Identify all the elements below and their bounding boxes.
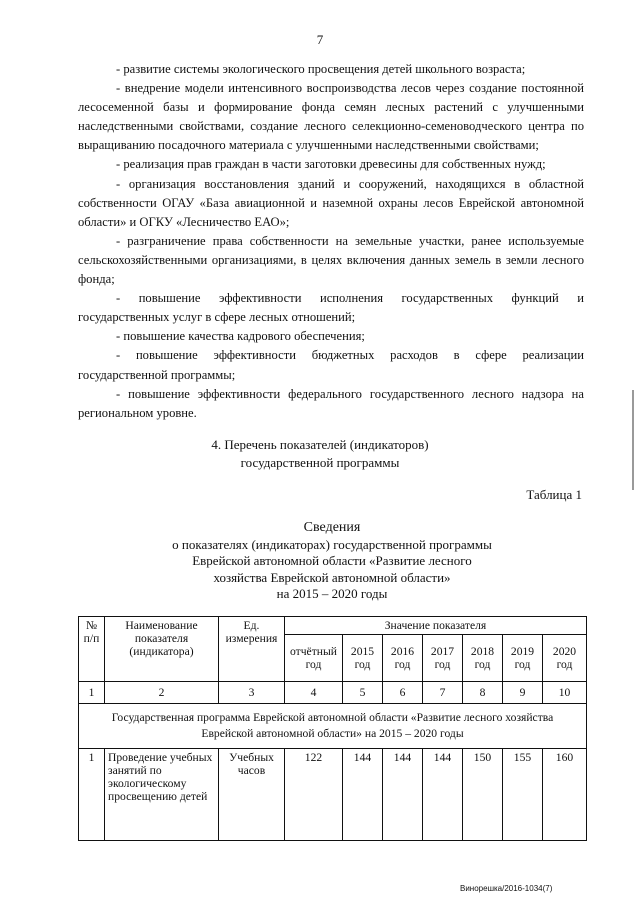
info-title-line-1: о показателях (индикаторах) государственной программы	[172, 536, 492, 552]
column-number: 6	[383, 682, 423, 704]
row-value-cell: 122	[285, 749, 343, 841]
info-title	[80, 520, 584, 603]
row-name-cell: Проведение учебных занятий по экологическому просвещению детей	[105, 749, 219, 841]
column-number: 5	[343, 682, 383, 704]
header-year: 2016 год	[383, 635, 423, 682]
info-title-line-3: хозяйства Еврейской автономной области»	[213, 569, 451, 585]
info-title-main: Сведения	[303, 520, 361, 535]
row-value-cell: 144	[343, 749, 383, 841]
column-numbers-row	[79, 682, 587, 704]
info-title-line-2: Еврейской автономной области «Развитие лесного	[192, 553, 472, 568]
column-number: 10	[543, 682, 587, 704]
paragraph-4: - организация восстановления зданий и сооружений, находящихся в областной собственности ОГАУ «База авиационной и наземной охраны лесов Еврейской автономной области» и ОГКУ «Лесничество ЕАО»;	[78, 176, 584, 229]
row-value-cell: 155	[503, 749, 543, 841]
scan-edge-mark	[632, 390, 634, 490]
column-number: 2	[105, 682, 219, 704]
column-number: 1	[79, 682, 105, 704]
program-title-cell: Государственная программа Еврейской автономной области «Развитие лесного хозяйства Еврейской автономной области» на 2015 – 2020 годы	[79, 704, 587, 749]
table-row	[79, 749, 587, 841]
header-year: 2019 год	[503, 635, 543, 682]
column-number: 9	[503, 682, 543, 704]
row-value-cell: 144	[383, 749, 423, 841]
section-heading-line-2: государственной программы	[240, 455, 400, 470]
row-num-cell: 1	[79, 749, 105, 841]
header-year: 2017 год	[423, 635, 463, 682]
indicators-table	[78, 616, 587, 841]
header-year: 2020 год	[543, 635, 587, 682]
header-year: отчётный год	[285, 635, 343, 682]
doc-reference: Винорешка/2016-1034(7)	[460, 884, 553, 893]
column-number: 3	[219, 682, 285, 704]
paragraph-7: - повышение качества кадрового обеспечения;	[116, 329, 365, 344]
column-number: 7	[423, 682, 463, 704]
column-number: 8	[463, 682, 503, 704]
row-value-cell: 150	[463, 749, 503, 841]
paragraph-1: - развитие системы экологического просвещения детей школьного возраста;	[116, 62, 526, 76]
header-name: Наименование показателя (индикатора)	[105, 617, 219, 682]
header-unit: Ед. измерения	[219, 617, 285, 682]
paragraph-6: - повышение эффективности исполнения государственных функций и государственных услуг в сфере лесных отношений;	[78, 291, 584, 325]
table-caption: Таблица 1	[526, 487, 582, 502]
header-year: 2015 год	[343, 635, 383, 682]
info-title-line-4: на 2015 – 2020 годы	[276, 586, 388, 601]
paragraph-8: - повышение эффективности бюджетных расходов в сфере реализации государственной программы;	[78, 348, 584, 382]
paragraph-3: - реализация прав граждан в части заготовки древесины для собственных нужд;	[116, 157, 546, 172]
row-value-cell: 160	[543, 749, 587, 841]
page-number: 7	[316, 32, 324, 47]
row-value-cell: 144	[423, 749, 463, 841]
program-row	[79, 704, 587, 749]
table-header-row	[79, 617, 587, 635]
section-heading-line-1: 4. Перечень показателей (индикаторов)	[211, 437, 429, 452]
paragraph-2: - внедрение модели интенсивного воспроизводства лесов через создание постоянной лесосеменной базы и формирование фонда семян лесных растений с улучшенными наследственными свойствами, создание лесного селекционно-семеноводческого центра по выращиванию посадочного материала с улучшенными наследственными свойствами;	[78, 81, 584, 153]
paragraph-9: - повышение эффективности федерального государственного лесного надзора на региональном уровне.	[78, 386, 584, 420]
header-num: № п/п	[79, 617, 105, 682]
header-value-group: Значение показателя	[285, 617, 587, 635]
body-text	[78, 60, 584, 423]
column-number: 4	[285, 682, 343, 704]
header-year: 2018 год	[463, 635, 503, 682]
section-heading	[0, 436, 640, 472]
paragraph-5: - разграничение права собственности на земельные участки, ранее используемые сельскохозяйственными организациями, в целях включения данных земель в земли лесного фонда;	[78, 233, 584, 287]
row-unit-cell: Учебных часов	[219, 749, 285, 841]
